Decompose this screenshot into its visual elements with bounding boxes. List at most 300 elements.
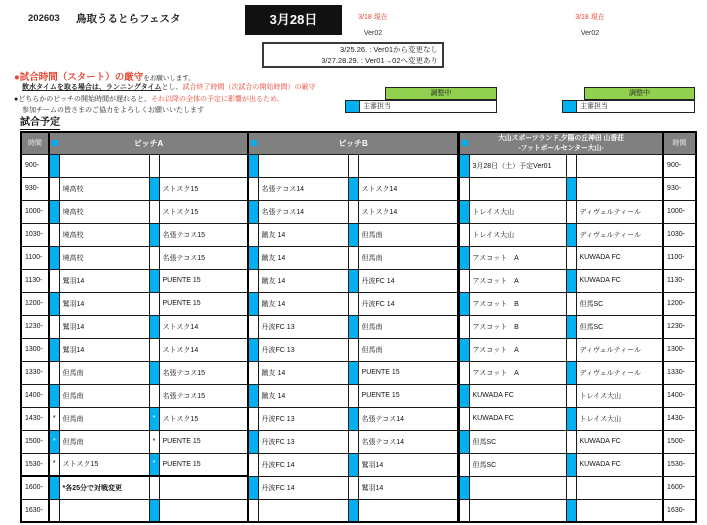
time-column-header: 時間 bbox=[21, 132, 49, 154]
team-cell: KUWADA FC bbox=[576, 269, 663, 292]
referee-marker bbox=[459, 200, 469, 223]
team-cell: アスコット B bbox=[469, 292, 566, 315]
schedule-row bbox=[21, 315, 458, 338]
referee-marker bbox=[348, 338, 358, 361]
team-cell: 但馬南 bbox=[358, 338, 458, 361]
team-cell bbox=[59, 499, 149, 522]
team-cell: 丹波FC 13 bbox=[258, 407, 348, 430]
team-cell: KUWADA FC bbox=[576, 430, 663, 453]
team-cell: PUENTE 15 bbox=[159, 269, 248, 292]
schedule-row bbox=[459, 154, 696, 177]
referee-marker: * bbox=[149, 430, 159, 453]
team-cell: ストスク15 bbox=[59, 453, 149, 476]
team-cell: 名張テコス15 bbox=[159, 246, 248, 269]
referee-marker bbox=[566, 200, 576, 223]
team-cell: 蹴友 14 bbox=[258, 361, 348, 384]
referee-marker bbox=[248, 407, 258, 430]
referee-marker bbox=[348, 269, 358, 292]
team-cell bbox=[159, 154, 248, 177]
referee-marker bbox=[149, 246, 159, 269]
pitch-table-header-row bbox=[21, 132, 458, 154]
venue-header bbox=[459, 132, 663, 154]
referee-marker bbox=[566, 223, 576, 246]
schedule-row bbox=[21, 292, 458, 315]
team-cell: 但馬南 bbox=[59, 407, 149, 430]
referee-marker bbox=[248, 384, 258, 407]
schedule-row bbox=[459, 499, 696, 522]
version-note-line2: 3/27.28.29. : Ver01→02へ変更あり bbox=[321, 56, 438, 65]
referee-marker bbox=[248, 200, 258, 223]
version-label-left: Ver02 bbox=[363, 30, 383, 37]
referee-marker bbox=[49, 269, 59, 292]
time-cell: 1200- bbox=[663, 292, 696, 315]
venue-name-line2: -フットボールセンター大山- bbox=[518, 145, 604, 153]
team-cell: アスコット A bbox=[469, 269, 566, 292]
team-cell bbox=[576, 476, 663, 499]
team-cell: 但馬南 bbox=[59, 361, 149, 384]
team-cell bbox=[576, 499, 663, 522]
team-cell: 鷲羽14 bbox=[358, 453, 458, 476]
time-cell: 1000- bbox=[21, 200, 49, 223]
team-cell: 鷲羽14 bbox=[59, 269, 149, 292]
referee-marker bbox=[459, 246, 469, 269]
referee-marker bbox=[348, 315, 358, 338]
team-cell bbox=[576, 177, 663, 200]
team-cell: ストスク14 bbox=[358, 177, 458, 200]
team-cell: 但馬南 bbox=[358, 246, 458, 269]
referee-marker bbox=[348, 499, 358, 522]
team-cell: トレイス大山 bbox=[576, 407, 663, 430]
team-cell: 但馬SC bbox=[469, 430, 566, 453]
referee-marker bbox=[49, 200, 59, 223]
referee-marker bbox=[348, 177, 358, 200]
pitch-b-header bbox=[248, 132, 458, 154]
team-cell: 境高校 bbox=[59, 200, 149, 223]
team-cell: ストスク15 bbox=[159, 177, 248, 200]
referee-marker bbox=[49, 292, 59, 315]
time-cell: 1030- bbox=[663, 223, 696, 246]
time-cell: 1600- bbox=[663, 476, 696, 499]
time-cell: 1130- bbox=[21, 269, 49, 292]
referee-marker bbox=[459, 407, 469, 430]
referee-marker bbox=[566, 499, 576, 522]
team-cell: ディヴェルティール bbox=[576, 338, 663, 361]
note-line2-red: 試合終了時間（次試合の開始時間）の厳守 bbox=[182, 84, 316, 91]
referee-marker bbox=[49, 476, 59, 499]
date-badge: 3月28日 bbox=[245, 5, 342, 35]
time-cell: 1100- bbox=[21, 246, 49, 269]
referee-marker bbox=[149, 177, 159, 200]
schedule-row bbox=[459, 407, 696, 430]
schedule-row bbox=[21, 430, 458, 453]
team-cell bbox=[358, 154, 458, 177]
schedule-row bbox=[459, 269, 696, 292]
as-of-date-right: 3/18 現在 bbox=[575, 14, 605, 21]
team-cell: ストスク14 bbox=[159, 338, 248, 361]
note-line2 bbox=[22, 82, 315, 92]
referee-marker: * bbox=[49, 407, 59, 430]
referee-marker bbox=[348, 407, 358, 430]
time-cell: 1500- bbox=[663, 430, 696, 453]
referee-marker bbox=[459, 177, 469, 200]
referee-marker bbox=[248, 499, 258, 522]
team-cell: 名張テコス15 bbox=[159, 361, 248, 384]
team-cell bbox=[358, 499, 458, 522]
oyama-schedule-table bbox=[458, 131, 697, 523]
note-line1-red: ●試合時間（スタート）の厳守 bbox=[14, 72, 144, 83]
time-cell: 1400- bbox=[663, 384, 696, 407]
referee-marker bbox=[566, 384, 576, 407]
referee-marker bbox=[248, 338, 258, 361]
event-title: 鳥取うるとらフェスタ bbox=[76, 13, 181, 25]
referee-legend bbox=[345, 100, 497, 113]
team-cell: 但馬SC bbox=[469, 453, 566, 476]
team-cell: 3月28日（土）予定Ver01 bbox=[469, 154, 566, 177]
referee-marker bbox=[248, 177, 258, 200]
referee-marker bbox=[248, 223, 258, 246]
team-cell: 但馬南 bbox=[358, 223, 458, 246]
referee-marker bbox=[248, 361, 258, 384]
referee-marker bbox=[49, 499, 59, 522]
note-line3 bbox=[14, 94, 284, 104]
team-cell: 名張テコス15 bbox=[159, 384, 248, 407]
referee-marker bbox=[348, 384, 358, 407]
referee-marker bbox=[459, 338, 469, 361]
referee-marker bbox=[566, 292, 576, 315]
schedule-row bbox=[459, 476, 696, 499]
referee-legend-label: 主審担当 bbox=[580, 103, 608, 110]
referee-marker bbox=[348, 223, 358, 246]
note-line1-black: をお願いします。 bbox=[143, 75, 195, 82]
team-cell: 丹波FC 14 bbox=[258, 476, 348, 499]
schedule-row bbox=[21, 223, 458, 246]
referee-marker bbox=[248, 430, 258, 453]
team-cell: ディヴェルティール bbox=[576, 200, 663, 223]
referee-marker bbox=[248, 246, 258, 269]
schedule-row bbox=[21, 453, 458, 476]
pitch-schedule-table bbox=[20, 131, 459, 523]
referee-legend bbox=[562, 100, 695, 113]
referee-marker bbox=[248, 453, 258, 476]
referee-marker bbox=[348, 200, 358, 223]
referee-marker bbox=[49, 154, 59, 177]
referee-marker bbox=[149, 200, 159, 223]
referee-marker bbox=[459, 315, 469, 338]
schedule-row bbox=[21, 384, 458, 407]
time-cell: 1330- bbox=[21, 361, 49, 384]
referee-marker bbox=[459, 154, 469, 177]
referee-marker bbox=[49, 223, 59, 246]
team-cell: 鷲羽14 bbox=[59, 292, 149, 315]
referee-marker: * bbox=[149, 407, 159, 430]
status-adjusting-badge: 調整中 bbox=[385, 87, 497, 100]
schedule-row bbox=[459, 453, 696, 476]
referee-marker bbox=[149, 384, 159, 407]
referee-marker bbox=[149, 476, 159, 499]
schedule-row bbox=[459, 292, 696, 315]
time-cell: 930- bbox=[21, 177, 49, 200]
referee-marker bbox=[566, 338, 576, 361]
referee-marker bbox=[459, 430, 469, 453]
schedule-row bbox=[459, 361, 696, 384]
note-line2-underline: 飲水タイムを取る場合は、ランニングタイム bbox=[22, 84, 162, 91]
version-label-right: Ver02 bbox=[580, 30, 600, 37]
schedule-row bbox=[21, 407, 458, 430]
referee-marker bbox=[566, 154, 576, 177]
team-cell bbox=[258, 499, 348, 522]
team-cell: ストスク15 bbox=[159, 407, 248, 430]
pitch-a-label: ピッチA bbox=[133, 138, 164, 148]
schedule-row bbox=[459, 200, 696, 223]
team-cell bbox=[469, 476, 566, 499]
referee-marker bbox=[566, 361, 576, 384]
team-cell: ストスク14 bbox=[159, 315, 248, 338]
team-cell: 蹴友 14 bbox=[258, 223, 348, 246]
referee-dot-icon bbox=[251, 140, 257, 146]
schedule-row bbox=[21, 177, 458, 200]
team-cell: 名張テコス14 bbox=[258, 200, 348, 223]
time-cell: 930- bbox=[663, 177, 696, 200]
referee-marker bbox=[248, 292, 258, 315]
team-cell bbox=[576, 154, 663, 177]
referee-marker bbox=[566, 315, 576, 338]
pitch-b-label: ピッチB bbox=[338, 138, 368, 148]
referee-marker bbox=[248, 154, 258, 177]
team-cell bbox=[469, 499, 566, 522]
team-cell: 鷲羽14 bbox=[358, 476, 458, 499]
note-line3-black: ●どちらかのピッチの開始時間が遅れると、 bbox=[14, 96, 151, 103]
time-cell: 1530- bbox=[663, 453, 696, 476]
referee-marker bbox=[566, 246, 576, 269]
referee-marker bbox=[566, 269, 576, 292]
referee-marker bbox=[149, 154, 159, 177]
oyama-table-header-row bbox=[459, 132, 696, 154]
team-cell: トレイス大山 bbox=[469, 223, 566, 246]
team-cell: 蹴友 14 bbox=[258, 384, 348, 407]
note-line3-red: それ以降の全体の予定に影響が出るため、 bbox=[150, 96, 284, 103]
team-cell: 境高校 bbox=[59, 246, 149, 269]
team-cell: 蹴友 14 bbox=[258, 246, 348, 269]
referee-marker bbox=[459, 499, 469, 522]
team-cell: 境高校 bbox=[59, 177, 149, 200]
referee-marker bbox=[248, 315, 258, 338]
referee-marker bbox=[566, 476, 576, 499]
referee-marker bbox=[348, 361, 358, 384]
team-cell: PUENTE 15 bbox=[358, 361, 458, 384]
legend-right bbox=[562, 87, 695, 113]
referee-marker bbox=[459, 361, 469, 384]
referee-marker bbox=[49, 246, 59, 269]
time-cell: 1630- bbox=[663, 499, 696, 522]
referee-marker: * bbox=[49, 430, 59, 453]
referee-marker bbox=[248, 269, 258, 292]
schedule-row bbox=[21, 200, 458, 223]
referee-marker bbox=[49, 338, 59, 361]
team-cell: *各25分で対戦変更 bbox=[59, 476, 149, 499]
schedule-row bbox=[459, 177, 696, 200]
team-cell: PUENTE 15 bbox=[159, 292, 248, 315]
referee-marker bbox=[149, 223, 159, 246]
referee-marker bbox=[49, 361, 59, 384]
time-cell: 1400- bbox=[21, 384, 49, 407]
referee-marker bbox=[566, 407, 576, 430]
time-cell: 1500- bbox=[21, 430, 49, 453]
event-code: 202603 bbox=[28, 13, 60, 24]
referee-marker bbox=[348, 453, 358, 476]
team-cell: 丹波FC 14 bbox=[358, 269, 458, 292]
team-cell: 丹波FC 14 bbox=[358, 292, 458, 315]
referee-marker bbox=[248, 476, 258, 499]
schedule-row bbox=[21, 154, 458, 177]
as-of-date-left: 3/18 現在 bbox=[358, 14, 388, 21]
team-cell: アスコット B bbox=[469, 315, 566, 338]
schedule-row bbox=[459, 384, 696, 407]
time-cell: 1230- bbox=[21, 315, 49, 338]
referee-marker bbox=[459, 476, 469, 499]
time-cell: 1430- bbox=[663, 407, 696, 430]
referee-dot-icon bbox=[52, 140, 58, 146]
time-cell: 1430- bbox=[21, 407, 49, 430]
team-cell bbox=[59, 154, 149, 177]
team-cell: トレイス大山 bbox=[469, 200, 566, 223]
referee-marker bbox=[149, 361, 159, 384]
note-line2-black: とし、 bbox=[161, 84, 183, 91]
referee-marker bbox=[49, 384, 59, 407]
team-cell: 丹波FC 14 bbox=[258, 453, 348, 476]
schedule-row bbox=[459, 338, 696, 361]
team-cell: KUWADA FC bbox=[576, 453, 663, 476]
referee-marker bbox=[149, 338, 159, 361]
team-cell: PUENTE 15 bbox=[358, 384, 458, 407]
pitch-a-header bbox=[49, 132, 248, 154]
version-note-line1: 3/25.26. : Ver01から変更なし bbox=[340, 45, 438, 54]
team-cell: 蹴友 14 bbox=[258, 269, 348, 292]
team-cell: ストスク14 bbox=[358, 200, 458, 223]
team-cell: 名張テコス14 bbox=[358, 430, 458, 453]
team-cell: KUWADA FC bbox=[469, 407, 566, 430]
time-cell: 1200- bbox=[21, 292, 49, 315]
referee-marker bbox=[566, 177, 576, 200]
time-cell: 1300- bbox=[663, 338, 696, 361]
team-cell: アスコット A bbox=[469, 338, 566, 361]
team-cell bbox=[159, 499, 248, 522]
team-cell: KUWADA FC bbox=[576, 246, 663, 269]
referee-marker bbox=[149, 292, 159, 315]
team-cell: 但馬南 bbox=[358, 315, 458, 338]
venue-name-line1: 大山スポーツランド,夕陽の丘神田 山香荘 bbox=[498, 135, 624, 143]
time-cell: 1100- bbox=[663, 246, 696, 269]
schedule-row bbox=[21, 269, 458, 292]
team-cell: 但馬南 bbox=[59, 430, 149, 453]
time-cell: 1000- bbox=[663, 200, 696, 223]
team-cell bbox=[159, 476, 248, 499]
time-cell: 1230- bbox=[663, 315, 696, 338]
referee-marker: * bbox=[149, 453, 159, 476]
referee-legend-label: 主審担当 bbox=[363, 103, 391, 110]
referee-marker bbox=[459, 269, 469, 292]
time-cell: 1300- bbox=[21, 338, 49, 361]
team-cell: PUENTE 15 bbox=[159, 453, 248, 476]
team-cell: ストスク15 bbox=[159, 200, 248, 223]
schedule-row bbox=[21, 361, 458, 384]
time-cell: 900- bbox=[663, 154, 696, 177]
referee-marker bbox=[348, 292, 358, 315]
schedule-row bbox=[459, 246, 696, 269]
team-cell: 但馬SC bbox=[576, 292, 663, 315]
section-title: 試合予定 bbox=[20, 113, 60, 130]
referee-dot-icon bbox=[462, 140, 468, 146]
team-cell bbox=[469, 177, 566, 200]
referee-marker bbox=[566, 453, 576, 476]
schedule-row bbox=[21, 338, 458, 361]
schedule-row bbox=[21, 499, 458, 522]
status-adjusting-badge: 調整中 bbox=[584, 87, 695, 100]
referee-color-swatch bbox=[563, 101, 577, 112]
team-cell: アスコット A bbox=[469, 246, 566, 269]
time-cell: 1330- bbox=[663, 361, 696, 384]
schedule-row bbox=[459, 430, 696, 453]
team-cell: 名張テコス14 bbox=[358, 407, 458, 430]
team-cell: 蹴友 14 bbox=[258, 292, 348, 315]
team-cell: 但馬SC bbox=[576, 315, 663, 338]
time-cell: 1030- bbox=[21, 223, 49, 246]
referee-marker bbox=[459, 223, 469, 246]
time-cell: 1600- bbox=[21, 476, 49, 499]
time-column-header: 時間 bbox=[663, 132, 696, 154]
referee-marker bbox=[49, 177, 59, 200]
referee-marker bbox=[566, 430, 576, 453]
time-cell: 900- bbox=[21, 154, 49, 177]
version-note-box bbox=[262, 42, 444, 68]
team-cell: 丹波FC 13 bbox=[258, 430, 348, 453]
schedule-row bbox=[21, 476, 458, 499]
referee-marker bbox=[348, 246, 358, 269]
team-cell: 名張テコス14 bbox=[258, 177, 348, 200]
time-cell: 1630- bbox=[21, 499, 49, 522]
referee-marker bbox=[149, 315, 159, 338]
referee-marker bbox=[348, 476, 358, 499]
team-cell: 丹波FC 13 bbox=[258, 338, 348, 361]
team-cell: トレイス大山 bbox=[576, 384, 663, 407]
schedule-row bbox=[21, 246, 458, 269]
team-cell: アスコット A bbox=[469, 361, 566, 384]
team-cell: ディヴェルティール bbox=[576, 223, 663, 246]
legend-left bbox=[345, 87, 497, 113]
referee-marker bbox=[149, 269, 159, 292]
team-cell: 名張テコス15 bbox=[159, 223, 248, 246]
time-cell: 1130- bbox=[663, 269, 696, 292]
time-cell: 1530- bbox=[21, 453, 49, 476]
team-cell bbox=[258, 154, 348, 177]
referee-marker: * bbox=[49, 453, 59, 476]
team-cell: 鷲羽14 bbox=[59, 315, 149, 338]
team-cell: 但馬南 bbox=[59, 384, 149, 407]
referee-marker bbox=[49, 315, 59, 338]
referee-marker bbox=[459, 292, 469, 315]
referee-marker bbox=[348, 430, 358, 453]
note-line4: 参加チームの皆さまのご協力をよろしくお願いいたします bbox=[22, 107, 204, 114]
team-cell: 鷲羽14 bbox=[59, 338, 149, 361]
team-cell: ディヴェルティール bbox=[576, 361, 663, 384]
team-cell: 丹波FC 13 bbox=[258, 315, 348, 338]
team-cell: PUENTE 15 bbox=[159, 430, 248, 453]
referee-marker bbox=[149, 499, 159, 522]
referee-color-swatch bbox=[346, 101, 360, 112]
referee-marker bbox=[459, 384, 469, 407]
schedule-row bbox=[459, 223, 696, 246]
team-cell: 境高校 bbox=[59, 223, 149, 246]
schedule-row bbox=[459, 315, 696, 338]
